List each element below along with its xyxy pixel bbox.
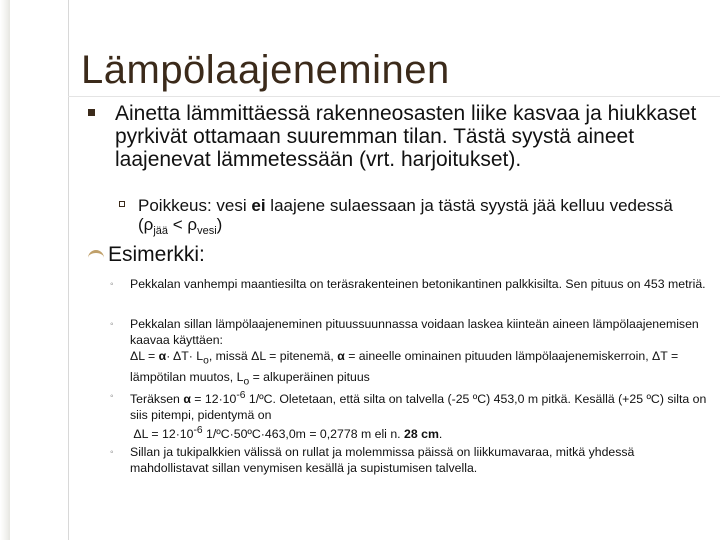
circle-bullet-icon: ◦ [110, 447, 114, 458]
title-underline-rule [68, 96, 720, 97]
example-item-bridge-length [110, 276, 710, 292]
bullet-thermal-expansion [88, 102, 708, 171]
square-bullet-icon [88, 109, 95, 116]
example-item-text: Teräksen $\alpha = 12\cdot 10^{-6}$ 1/ºC. Oletetaan, että silta on talvella (-25 ºC) 453,0 m pitkä. Kesällä (+25 ºC) silta on siis pitempi, pidentymä on $\Delta L = 12\cdot 10^{-6}$ 1/ºC·50ºC·463,0m = 0,2778 m eli n. 28 cm. [130, 390, 707, 442]
example-item-text: Sillan ja tukipalkkien välissä on rullat ja molemmissa päissä on liikkumavaraa, mitkä yhdessä mahdollistavat sillan venymisen kesällä ja supistumisen talvella. [130, 445, 635, 475]
bullet-example-heading [88, 243, 205, 267]
example-item-rollers [110, 444, 710, 476]
slide-title: Lämpölaajeneminen [81, 48, 450, 92]
circle-bullet-icon: ◦ [110, 319, 114, 330]
left-vertical-rule [68, 0, 69, 540]
example-item-calculation [110, 388, 710, 442]
sub-bullet-water-exception [119, 196, 679, 237]
hollow-square-bullet-icon [119, 201, 125, 207]
circle-bullet-icon: ◦ [110, 279, 114, 290]
example-item-text: Pekkalan vanhempi maantiesilta on teräsrakenteinen betonikantinen palkkisilta. Sen pituus on 453 metriä. [130, 277, 706, 291]
sub-bullet-text: Poikkeus: vesi ei laajene sulaessaan ja tästä syystä jää kelluu vedessä $(\rho_{jää} < \rho_{vesi})$ [138, 196, 673, 237]
arc-bullet-icon [88, 250, 104, 260]
left-edge-shading [0, 0, 10, 540]
bullet-text: Ainetta lämmittäessä rakenneosasten liike kasvaa ja hiukkaset pyrkivät ottamaan suuremman tilan. Tästä syystä aineet laajenevat lämmetessään (vrt. harjoitukset). [115, 102, 697, 171]
example-heading-text: Esimerkki: [108, 243, 205, 266]
example-item-text: Pekkalan sillan lämpölaajeneminen pituussuunnassa voidaan laskea kiinteän aineen lämpölaajenemisen kaavaa käyttäen: $\Delta L = \alpha\cdot \Delta T\cdot L_o$, missä ΔL = pitenemä, α = aineelle ominainen pituuden lämpölaajenemiskerroin, ΔT = lämpötilan muutos, $L_o$ = alkuperäinen pituus [130, 317, 699, 388]
circle-bullet-icon: ◦ [110, 391, 114, 402]
example-item-formula [110, 316, 710, 391]
